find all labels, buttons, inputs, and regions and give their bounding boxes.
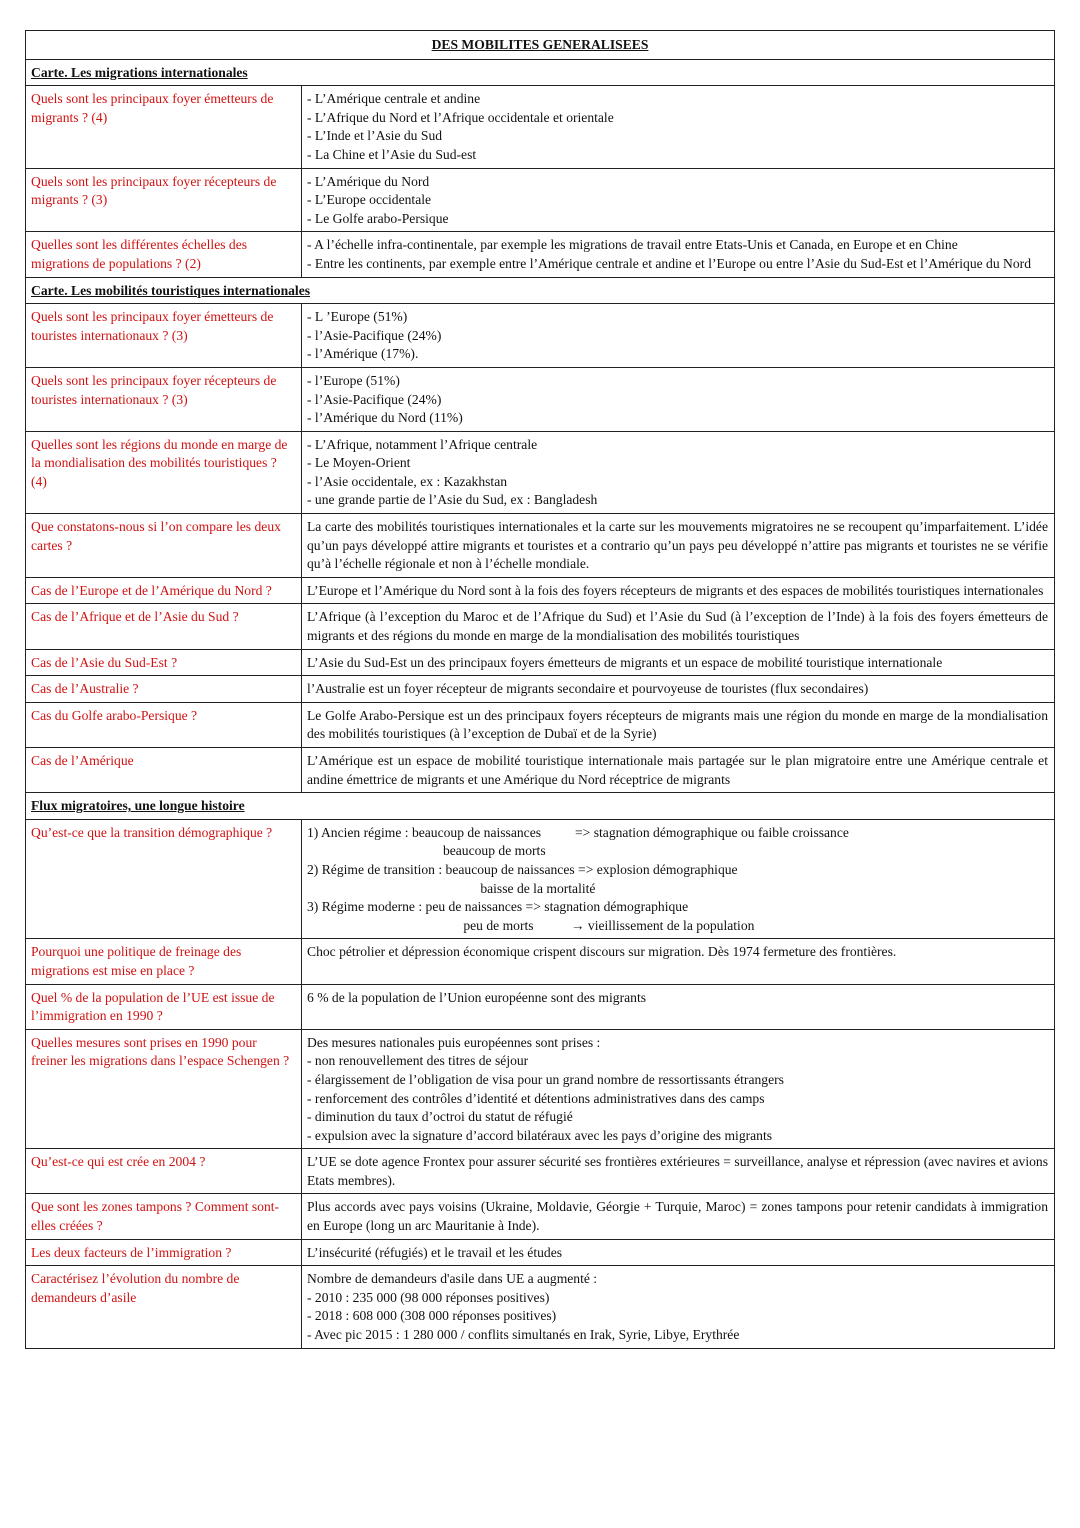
answer-line: - l’Asie-Pacifique (24%) (307, 327, 442, 343)
question-cell: Caractérisez l’évolution du nombre de demandeurs d’asile (26, 1266, 302, 1348)
question-cell: Pourquoi une politique de freinage des migrations est mise en place ? (26, 939, 302, 984)
answer-line: L’insécurité (réfugiés) et le travail et les études (307, 1244, 563, 1260)
question-cell: Quelles mesures sont prises en 1990 pour freiner les migrations dans l’espace Schengen ? (26, 1029, 302, 1149)
answer-line: 3) Régime moderne : peu de naissances => stagnation démographique (307, 899, 689, 915)
question-cell: Les deux facteurs de l’immigration ? (26, 1239, 302, 1266)
section-heading: Carte. Les mobilités touristiques internationales (26, 277, 1055, 304)
table-row (26, 86, 1055, 168)
section-heading-row (26, 793, 1055, 820)
answer-line: - L’Amérique du Nord (307, 173, 430, 189)
title-row (26, 31, 1055, 60)
section-heading-row (26, 59, 1055, 86)
table-row (26, 168, 1055, 232)
answer-line: - expulsion avec la signature d’accord bilatéraux avec les pays d’origine des migrants (307, 1127, 773, 1143)
table-row (26, 819, 1055, 939)
answer-line: l’Australie est un foyer récepteur de migrants secondaire et pourvoyeuse de touristes (flux secondaires) (307, 681, 869, 697)
answer-cell (302, 702, 1055, 747)
revision-sheet-body (26, 31, 1055, 1349)
answer-cell (302, 819, 1055, 939)
answer-line: - Entre les continents, par exemple entre l’Amérique centrale et andine et l’Europe ou entre l’Asie du Sud-Est et l’Amérique du Nord (307, 255, 1031, 271)
table-row (26, 232, 1055, 277)
answer-cell (302, 577, 1055, 604)
question-cell: Cas de l’Amérique (26, 748, 302, 793)
question-cell: Quels sont les principaux foyer récepteurs de touristes internationaux ? (3) (26, 367, 302, 431)
answer-line: peu de morts → vieillissement de la population (307, 917, 755, 933)
answer-cell (302, 649, 1055, 676)
question-cell: Cas de l’Asie du Sud-Est ? (26, 649, 302, 676)
answer-line: - L’Europe occidentale (307, 192, 432, 208)
table-row (26, 1266, 1055, 1348)
question-cell: Que constatons-nous si l’on compare les deux cartes ? (26, 514, 302, 578)
answer-line: - L’Afrique du Nord et l’Afrique occidentale et orientale (307, 109, 614, 125)
answer-line: - renforcement des contrôles d’identité et détentions administratives dans des camps (307, 1090, 765, 1106)
page-title: DES MOBILITES GENERALISEES (26, 31, 1055, 60)
table-row (26, 1149, 1055, 1194)
table-row (26, 748, 1055, 793)
answer-cell (302, 1266, 1055, 1348)
answer-cell (302, 431, 1055, 513)
question-cell: Que sont les zones tampons ? Comment sont-elles créées ? (26, 1194, 302, 1239)
table-row (26, 1029, 1055, 1149)
question-cell: Cas de l’Europe et de l’Amérique du Nord ? (26, 577, 302, 604)
answer-cell (302, 304, 1055, 368)
answer-line: Nombre de demandeurs d'asile dans UE a augmenté : (307, 1271, 598, 1287)
table-row (26, 984, 1055, 1029)
answer-line: - Le Golfe arabo-Persique (307, 210, 449, 226)
answer-line: 2) Régime de transition : beaucoup de naissances => explosion démographique (307, 861, 738, 877)
answer-line: - l’Asie occidentale, ex : Kazakhstan (307, 473, 508, 489)
question-cell: Quelles sont les régions du monde en marge de la mondialisation des mobilités touristiques ? (4) (26, 431, 302, 513)
answer-cell (302, 676, 1055, 703)
table-row (26, 604, 1055, 649)
table-row (26, 702, 1055, 747)
answer-line: Plus accords avec pays voisins (Ukraine, Moldavie, Géorgie + Turquie, Maroc) = zones tampons pour retenir candidats à immigration en Europe (long un arc Mauritanie à Inde). (307, 1199, 1048, 1234)
table-row (26, 676, 1055, 703)
answer-line: 1) Ancien régime : beaucoup de naissances => stagnation démographique ou faible croissance (307, 824, 849, 840)
answer-line: L’Asie du Sud-Est un des principaux foyers émetteurs de migrants et un espace de mobilité touristique internationale (307, 654, 943, 670)
question-cell: Qu’est-ce qui est crée en 2004 ? (26, 1149, 302, 1194)
answer-line: La carte des mobilités touristiques internationales et la carte sur les mouvements migratoires ne se recoupent qu’imparfaitement. L’idée qu’un pays développé attire migrants et touristes et a contrario qu’un pays peu développé n’attire pas migrants et touristes ne se vérifie qu’à l’échelle régionale et non à l’échelle mondiale. (307, 519, 1048, 572)
table-row (26, 577, 1055, 604)
answer-line: - L’Inde et l’Asie du Sud (307, 128, 443, 144)
answer-line: - Avec pic 2015 : 1 280 000 / conflits simultanés en Irak, Syrie, Libye, Erythrée (307, 1327, 740, 1343)
answer-cell (302, 939, 1055, 984)
question-cell: Qu’est-ce que la transition démographique ? (26, 819, 302, 939)
answer-cell (302, 86, 1055, 168)
answer-cell (302, 232, 1055, 277)
answer-cell (302, 1149, 1055, 1194)
table-row (26, 304, 1055, 368)
answer-cell (302, 1194, 1055, 1239)
section-heading: Flux migratoires, une longue histoire (26, 793, 1055, 820)
question-cell: Quelles sont les différentes échelles des migrations de populations ? (2) (26, 232, 302, 277)
answer-line: - élargissement de l’obligation de visa pour un grand nombre de ressortissants étrangers (307, 1071, 784, 1087)
answer-cell (302, 514, 1055, 578)
question-cell: Quels sont les principaux foyer émetteurs de touristes internationaux ? (3) (26, 304, 302, 368)
answer-line: - non renouvellement des titres de séjour (307, 1053, 529, 1069)
revision-sheet-table (25, 30, 1055, 1349)
question-cell: Quel % de la population de l’UE est issue de l’immigration en 1990 ? (26, 984, 302, 1029)
table-row (26, 1239, 1055, 1266)
question-cell: Cas de l’Afrique et de l’Asie du Sud ? (26, 604, 302, 649)
answer-line: - L’Amérique centrale et andine (307, 91, 481, 107)
answer-cell (302, 984, 1055, 1029)
section-heading-row (26, 277, 1055, 304)
table-row (26, 649, 1055, 676)
table-row (26, 939, 1055, 984)
table-row (26, 514, 1055, 578)
answer-line: - une grande partie de l’Asie du Sud, ex : Bangladesh (307, 492, 598, 508)
answer-line: 6 % de la population de l’Union européenne sont des migrants (307, 989, 647, 1005)
answer-line: L’Afrique (à l’exception du Maroc et de l’Afrique du Sud) et l’Asie du Sud (à l’exception de l’Inde) à la fois des foyers émetteurs de migrants et des régions du monde en marge de la mondialisation des mobilités touristiques (307, 609, 1048, 644)
answer-line: - Le Moyen-Orient (307, 455, 411, 471)
answer-cell (302, 604, 1055, 649)
answer-line: - La Chine et l’Asie du Sud-est (307, 146, 477, 162)
answer-cell (302, 168, 1055, 232)
answer-line: L’Europe et l’Amérique du Nord sont à la fois des foyers récepteurs de migrants et des espaces de mobilités touristiques internationales (307, 582, 1044, 598)
answer-line: Des mesures nationales puis européennes sont prises : (307, 1034, 601, 1050)
answer-line: - l’Amérique (17%). (307, 346, 419, 362)
answer-line: - L ’Europe (51%) (307, 309, 408, 325)
answer-line: baisse de la mortalité (307, 880, 596, 896)
answer-line: - A l’échelle infra-continentale, par exemple les migrations de travail entre Etats-Unis et Canada, en Europe et en Chine (307, 237, 958, 253)
section-heading: Carte. Les migrations internationales (26, 59, 1055, 86)
answer-cell (302, 367, 1055, 431)
answer-line: beaucoup de morts (307, 843, 546, 859)
answer-line: - diminution du taux d’octroi du statut de réfugié (307, 1109, 573, 1125)
question-cell: Cas du Golfe arabo-Persique ? (26, 702, 302, 747)
answer-line: L’UE se dote agence Frontex pour assurer sécurité ses frontières extérieures = surveillance, analyse et répression (avec navires et avions Etats membres). (307, 1154, 1048, 1188)
table-row (26, 367, 1055, 431)
answer-cell (302, 748, 1055, 793)
answer-line: - L’Afrique, notamment l’Afrique centrale (307, 436, 538, 452)
answer-line: - 2010 : 235 000 (98 000 réponses positives) (307, 1289, 550, 1305)
question-cell: Quels sont les principaux foyer émetteurs de migrants ? (4) (26, 86, 302, 168)
answer-line: - l’Amérique du Nord (11%) (307, 410, 463, 426)
answer-line: - l’Asie-Pacifique (24%) (307, 391, 442, 407)
answer-cell (302, 1239, 1055, 1266)
table-row (26, 1194, 1055, 1239)
table-row (26, 431, 1055, 513)
answer-cell (302, 1029, 1055, 1149)
answer-line: Choc pétrolier et dépression économique crispent discours sur migration. Dès 1974 fermeture des frontières. (307, 944, 897, 960)
answer-line: Le Golfe Arabo-Persique est un des principaux foyers récepteurs de migrants mais une région du monde en marge de la mondialisation des mobilités touristiques (à l’exception de Dubaï et de la Syrie) (307, 707, 1048, 742)
question-cell: Quels sont les principaux foyer récepteurs de migrants ? (3) (26, 168, 302, 232)
answer-line: - l’Europe (51%) (307, 372, 400, 388)
question-cell: Cas de l’Australie ? (26, 676, 302, 703)
answer-line: L’Amérique est un espace de mobilité touristique internationale mais partagée sur le plan migratoire entre une Amérique centrale et andine émettrice de migrants et une Amérique du Nord réceptrice de migrants (307, 753, 1048, 787)
answer-line: - 2018 : 608 000 (308 000 réponses positives) (307, 1308, 557, 1324)
